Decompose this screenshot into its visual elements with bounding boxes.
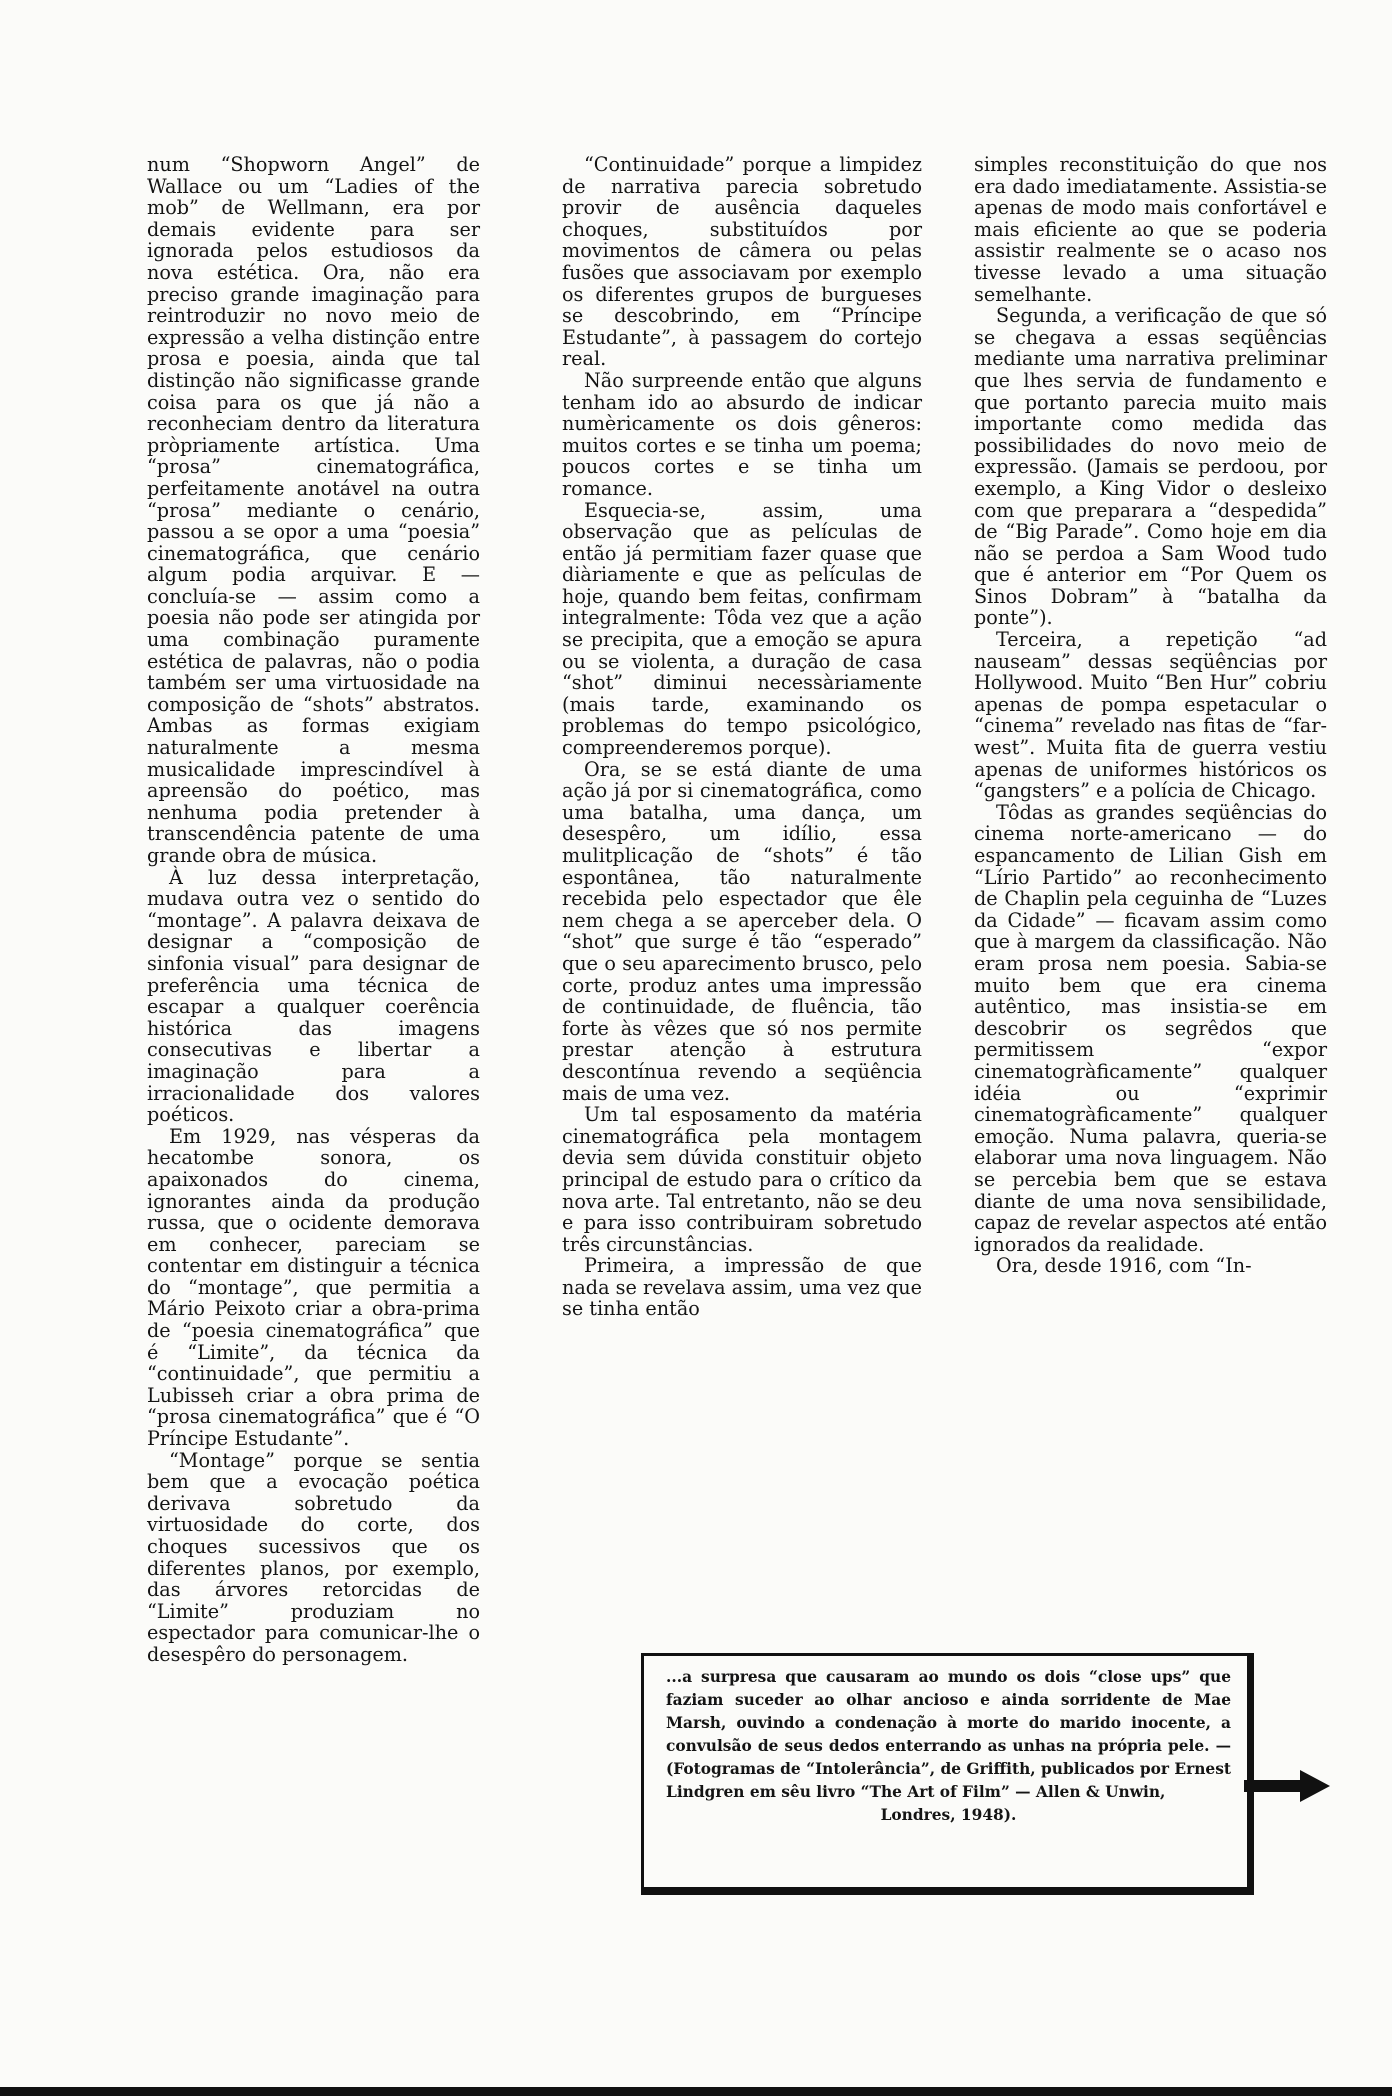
text-column-2 xyxy=(562,154,922,1320)
paragraph: Segunda, a verificação de que só se chegava a essas seqüências mediante uma narrativa preliminar que lhes servia de fundamento e que portanto parecia muito mais importante como medida das possibilidades do novo meio de expressão. (Jamais se perdoou, por exemplo, a King Vidor o desleixo com que preparara a “despedida” de “Big Parade”. Como hoje em dia não se perdoa a Sam Wood tudo que é anterior em “Por Quem os Sinos Dobram” à “batalha da ponte”). xyxy=(974,304,1327,630)
photo-caption-box xyxy=(641,1653,1254,1895)
paragraph: Primeira, a impressão de que nada se revelava assim, uma vez que se tinha então xyxy=(562,1254,922,1321)
paragraph: simples reconstituição do que nos era dado imediatamente. Assistia-se apenas de modo mais confortável e mais eficiente ao que se poderia assistir realmente se o acaso nos tivesse levado a uma situação semelhante. xyxy=(974,153,1327,306)
paragraph: Em 1929, nas vésperas da hecatombe sonora, os apaixonados do cinema, ignorantes ainda da produção russa, que o ocidente demorava em conhecer, pareciam se contentar em distinguir a técnica do “montage”, que permitia a Mário Peixoto criar a obra-prima de “poesia cinematográfica” que é “Limite”, da técnica da “continuidade”, que permitiu a Lubisseh criar a obra prima de “prosa cinematográfica” que é “O Príncipe Estudante”. xyxy=(147,1124,480,1451)
text-column-1 xyxy=(147,154,480,1666)
text-column-3 xyxy=(974,154,1327,1277)
page-bottom-rule xyxy=(0,2087,1392,2096)
paragraph: Ora, se se está diante de uma ação já por si cinematográfica, como uma batalha, uma dança, um desespêro, um idílio, essa mulitplicação de “shots” é tão espontânea, tão naturalmente recebida pelo espectador que êle nem chega a se aperceber dela. O “shot” que surge é tão “esperado” que o seu aparecimento brusco, pelo corte, produz antes uma impressão de continuidade, de fluência, tão forte às vêzes que só nos permite prestar atenção à estrutura descontínua revendo a seqüência mais de uma vez. xyxy=(562,757,922,1105)
arrow-right-icon xyxy=(1244,1769,1330,1803)
paragraph: Ora, desde 1916, com “In- xyxy=(996,1254,1252,1278)
caption-last-line: Londres, 1948). xyxy=(880,1806,1017,1824)
paragraph: “Continuidade” porque a limpidez de narrativa parecia sobretudo provir de ausência daqueles choques, substituídos por movimentos de câmera ou pelas fusões que associavam por exemplo os diferentes grupos de burgueses se descobrindo, em “Príncipe Estudante”, à passagem do cortejo real. xyxy=(562,153,922,371)
paragraph: Terceira, a repetição “ad nauseam” dessas seqüências por Hollywood. Muito “Ben Hur” cobriu apenas de pompa espetacular o “cinema” revelado nas fitas de “far-west”. Muita fita de guerra vestiu apenas de uniformes históricos os “gangsters” e a polícia de Chicago. xyxy=(974,628,1327,803)
paragraph: “Montage” porque se sentia bem que a evocação poética derivava sobretudo da virtuosidade do corte, dos choques sucessivos que os diferentes planos, por exemplo, das árvores retorcidas de “Limite” produziam no espectador para comunicar-lhe o desespêro do personagem. xyxy=(147,1448,480,1666)
paragraph: Esquecia-se, assim, uma observação que as películas de então já permitiam fazer quase que diàriamente e que as películas de hoje, quando bem feitas, confirmam integralmente: Tôda vez que a ação se precipita, que a emoção se apura ou se violenta, a duração de casa “shot” diminui necessàriamente (mais tarde, examinando os problemas do tempo psicológico, compreenderemos porque). xyxy=(562,498,922,760)
caption-body: ...a surpresa que causaram ao mundo os dois “close ups” que faziam suceder ao olhar ancioso e ainda sorridente de Mae Marsh, ouvindo a condenação à morte do marido inocente, a convulsão de seus dedos enterrando as unhas na própria pele. — (Fotogramas de “Intolerância”, de Griffith, publicados por Ernest Lindgren em sêu livro “The Art of Film” — Allen & Unwin, xyxy=(666,1668,1231,1801)
paragraph: Tôdas as grandes seqüências do cinema norte-americano — do espancamento de Lilian Gish em “Lírio Partido” ao reconhecimento de Chaplin pela ceguinha de “Luzes da Cidade” — ficavam assim como que à margem da classificação. Não eram prosa nem poesia. Sabia-se muito bem que era cinema autêntico, mas insistia-se em descobrir os segrêdos que permitissem “expor cinematogràficamente” qualquer idéia ou “exprimir cinematogràficamente” qualquer emoção. Numa palavra, queria-se elaborar uma nova linguagem. Não se percebia bem que se estava diante de uma nova sensibilidade, capaz de revelar aspectos até então ignorados da realidade. xyxy=(974,800,1327,1256)
paragraph: num “Shopworn Angel” de Wallace ou um “Ladies of the mob” de Wellmann, era por demais evidente para ser ignorada pelos estudiosos da nova estética. Ora, não era preciso grande imaginação para reintroduzir no novo meio de expressão a velha distinção entre prosa e poesia, ainda que tal distinção não significasse grande coisa para os que já não a reconheciam dentro da literatura pròpriamente artística. Uma “prosa” cinematográfica, perfeitamente anotável na outra “prosa” mediante o cenário, passou a se opor a uma “poesia” cinematográfica, que cenário algum podia arquivar. E — concluía-se — assim como a poesia não pode ser atingida por uma combinação puramente estética de palavras, não o podia também ser uma virtuosidade na composição de “shots” abstratos. Ambas as formas exigiam naturalmente a mesma musicalidade imprescindível à apreensão do poético, mas nenhuma podia pretender à transcendência patente de uma grande obra de música. xyxy=(147,153,480,867)
paragraph: Não surpreende então que alguns tenham ido ao absurdo de indicar numèricamente os dois gêneros: muitos cortes e se tinha um poema; poucos cortes e se tinha um romance. xyxy=(562,368,922,500)
paragraph: À luz dessa interpretação, mudava outra vez o sentido do “montage”. A palavra deixava de designar a “composição de sinfonia visual” para designar de preferência uma técnica de escapar a qualquer coerência histórica das imagens consecutivas e libertar a imaginação para a irracionalidade dos valores poéticos. xyxy=(147,865,480,1127)
paragraph: Um tal esposamento da matéria cinematográfica pela montagem devia sem dúvida constituir objeto principal de estudo para o crítico da nova arte. Tal entretanto, não se deu e para isso contribuiram sobretudo três circunstâncias. xyxy=(562,1103,922,1256)
caption-text xyxy=(666,1666,1231,1827)
